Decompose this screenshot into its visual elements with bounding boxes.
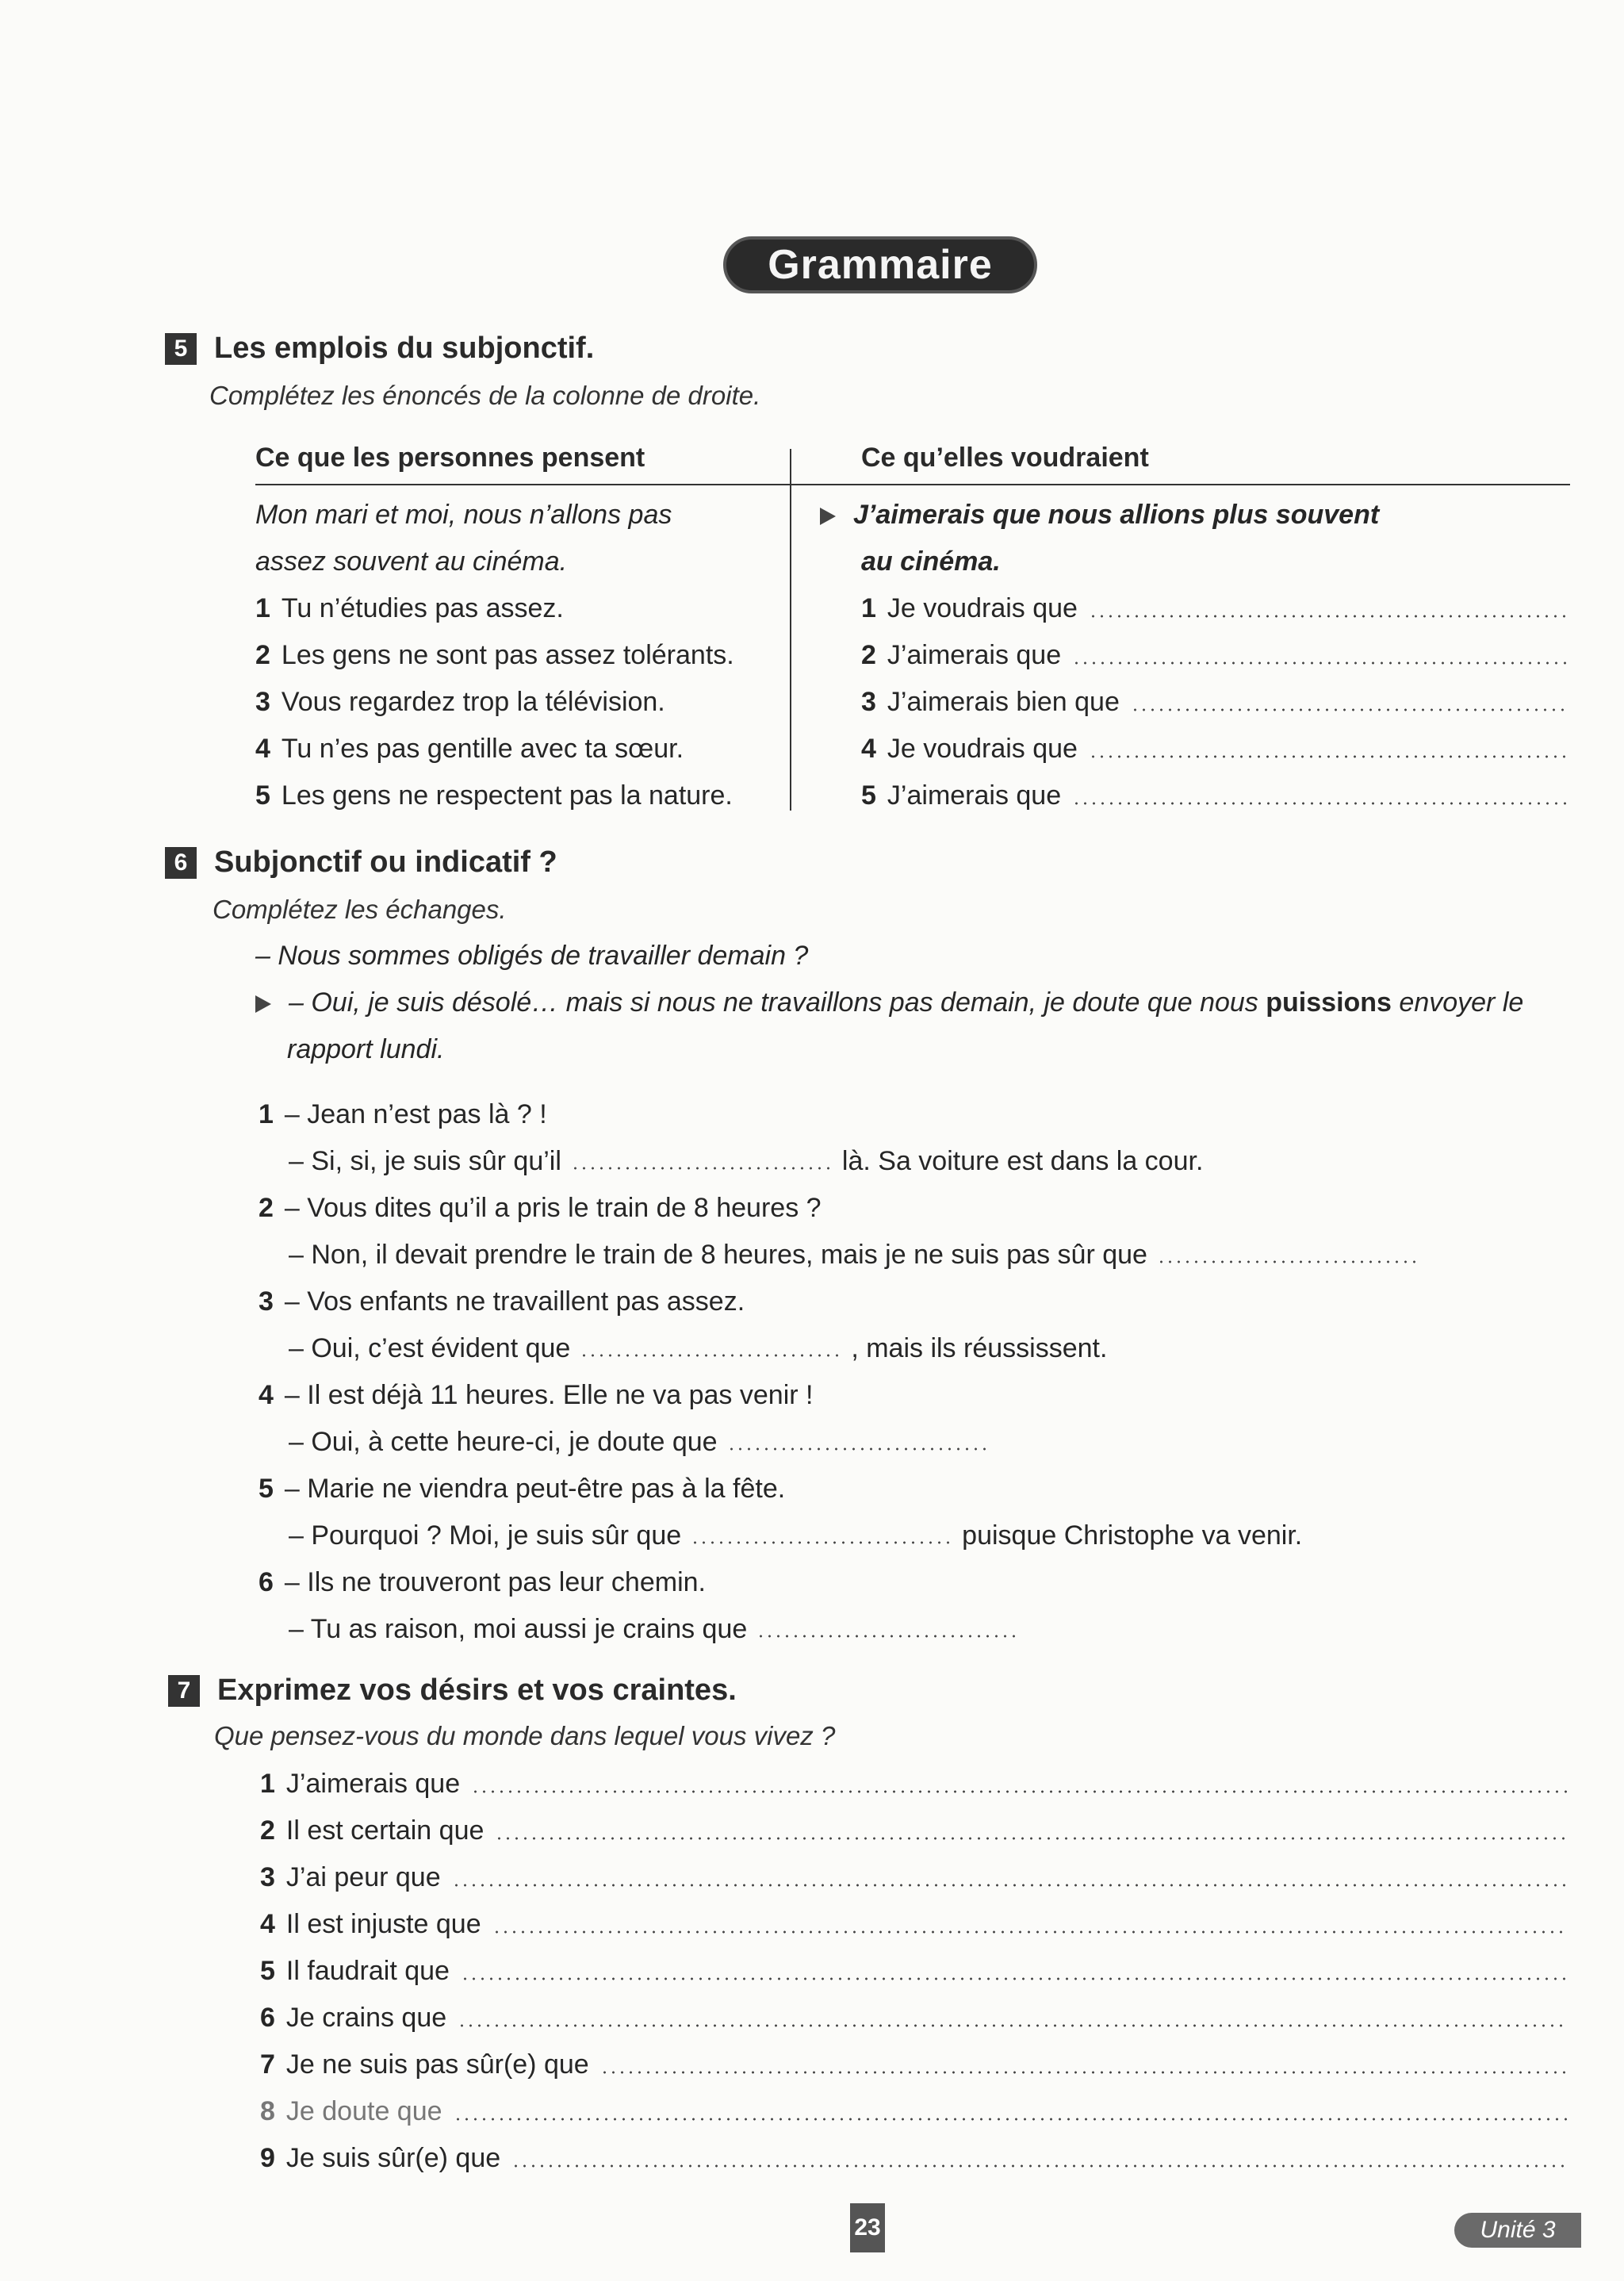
right-item	[861, 780, 1567, 811]
item-number: 5	[861, 780, 876, 811]
example-answer-highlight: puissions	[1266, 987, 1392, 1018]
item-number: 8	[260, 2096, 275, 2126]
item-text: Il est injuste que	[285, 1909, 481, 1939]
item-text: Je ne suis pas sûr(e) que	[285, 2049, 589, 2080]
left-item	[255, 734, 684, 765]
example-right-line-2: au cinéma.	[861, 546, 1001, 577]
exchange-question	[259, 1286, 745, 1317]
item-number: 5	[259, 1474, 274, 1504]
item-number: 5	[260, 1956, 275, 1986]
exchange-answer	[289, 1427, 998, 1458]
left-item	[255, 593, 564, 624]
exercise-7-heading	[168, 1673, 737, 1708]
exercise-title: Les emplois du subjonctif.	[214, 332, 595, 365]
item-number: 3	[260, 1862, 275, 1892]
item-number: 1	[259, 1099, 274, 1129]
question-text: – Vous dites qu’il a pris le train de 8 heures ?	[284, 1193, 822, 1223]
item-text: Je doute que	[285, 2096, 442, 2126]
item-number: 3	[255, 687, 270, 717]
wish-item	[260, 1769, 1568, 1800]
answer-blank[interactable]	[1072, 661, 1567, 665]
question-text: – Ils ne trouveront pas leur chemin.	[284, 1567, 706, 1597]
answer-blank[interactable]	[461, 1977, 1568, 1980]
wish-item	[260, 2003, 1568, 2034]
item-number: 4	[260, 1909, 275, 1939]
wish-item	[260, 1956, 1568, 1987]
column-header-right: Ce qu’elles voudraient	[861, 443, 1149, 473]
example-question: – Nous sommes obligés de travailler demain ?	[255, 941, 809, 971]
answer-prefix: – Si, si, je suis sûr qu’il	[289, 1146, 561, 1176]
item-number: 1	[861, 593, 876, 623]
item-number: 6	[260, 2003, 275, 2033]
item-number: 2	[259, 1193, 274, 1223]
answer-blank[interactable]	[492, 1930, 1568, 1934]
exchange-question	[259, 1567, 706, 1598]
item-number: 7	[260, 2049, 275, 2080]
item-text: J’aimerais bien que	[887, 687, 1120, 717]
example-right-text-1: J’aimerais que nous allions plus souvent	[853, 500, 1380, 530]
answer-suffix: là. Sa voiture est dans la cour.	[841, 1146, 1204, 1176]
exercise-number: 6	[165, 847, 197, 879]
item-number: 1	[260, 1769, 275, 1799]
table-header-rule	[255, 484, 1570, 485]
item-text: Tu n’étudies pas assez.	[281, 593, 564, 623]
wish-item	[260, 1909, 1568, 1940]
answer-blank[interactable]	[1089, 755, 1567, 758]
answer-blank[interactable]	[1089, 615, 1567, 618]
exchange-question	[259, 1380, 813, 1411]
page-number: 23	[850, 2203, 885, 2252]
exercise-instruction: Complétez les énoncés de la colonne de droite.	[209, 381, 761, 410]
unit-badge: Unité 3	[1454, 2213, 1581, 2248]
exercise-instruction: Complétez les échanges.	[213, 895, 507, 924]
exchange-question	[259, 1099, 547, 1130]
item-text: Vous regardez trop la télévision.	[281, 687, 665, 717]
answer-blank[interactable]	[495, 1837, 1568, 1840]
item-number: 9	[260, 2143, 275, 2173]
answer-blank[interactable]	[580, 1354, 841, 1357]
example-left-line-2: assez souvent au cinéma.	[255, 546, 568, 577]
item-text: Les gens ne sont pas assez tolérants.	[281, 640, 734, 670]
left-item	[255, 640, 734, 671]
exercise-title: Subjonctif ou indicatif ?	[214, 845, 557, 879]
exchange-answer	[289, 1520, 1302, 1551]
answer-blank[interactable]	[691, 1541, 952, 1544]
item-text: Il faudrait que	[285, 1956, 450, 1986]
example-left-line-1: Mon mari et moi, nous n’allons pas	[255, 500, 672, 530]
right-item	[861, 640, 1567, 671]
example-answer-line-1	[255, 987, 1523, 1018]
answer-blank[interactable]	[756, 1635, 1018, 1638]
example-answer-text-2: envoyer le	[1399, 987, 1524, 1018]
section-title: Grammaire	[768, 242, 993, 288]
item-text: Je voudrais que	[887, 593, 1078, 623]
item-text: Je suis sûr(e) que	[285, 2143, 501, 2173]
item-number: 3	[861, 687, 876, 717]
answer-blank[interactable]	[511, 2164, 1568, 2168]
wish-item	[260, 2096, 1568, 2127]
item-number: 3	[259, 1286, 274, 1317]
exchange-answer	[289, 1333, 1107, 1364]
item-text: Je voudrais que	[887, 734, 1078, 764]
answer-blank[interactable]	[471, 1790, 1568, 1793]
answer-prefix: – Tu as raison, moi aussi je crains que	[289, 1614, 748, 1644]
item-number: 1	[255, 593, 270, 623]
item-number: 2	[260, 1815, 275, 1846]
example-answer-line-2: rapport lundi.	[287, 1034, 445, 1064]
item-number: 2	[861, 640, 876, 670]
item-number: 4	[861, 734, 876, 764]
example-right-line-1	[820, 500, 1379, 531]
exercise-title: Exprimez vos désirs et vos craintes.	[217, 1673, 737, 1707]
answer-prefix: – Oui, à cette heure-ci, je doute que	[289, 1427, 718, 1457]
item-number: 6	[259, 1567, 274, 1597]
answer-blank[interactable]	[1131, 708, 1567, 711]
item-text: Je crains que	[285, 2003, 447, 2033]
item-text: J’aimerais que	[887, 780, 1062, 811]
answer-blank[interactable]	[452, 1884, 1568, 1887]
column-header-left: Ce que les personnes pensent	[255, 443, 645, 473]
wish-item	[260, 2049, 1568, 2080]
item-text: Il est certain que	[285, 1815, 485, 1846]
example-arrow-icon	[255, 995, 271, 1013]
item-text: Les gens ne respectent pas la nature.	[281, 780, 733, 811]
item-number: 2	[255, 640, 270, 670]
answer-blank[interactable]	[454, 2118, 1568, 2121]
exchange-answer	[289, 1146, 1203, 1177]
example-answer-text-1: – Oui, je suis désolé… mais si nous ne travaillons pas demain, je doute que nous	[289, 987, 1258, 1018]
answer-suffix: puisque Christophe va venir.	[962, 1520, 1303, 1551]
question-text: – Jean n’est pas là ? !	[284, 1099, 547, 1129]
wish-item	[260, 2143, 1568, 2174]
table-column-divider	[790, 449, 791, 811]
item-text: J’aimerais que	[887, 640, 1062, 670]
item-text: Tu n’es pas gentille avec ta sœur.	[281, 734, 684, 764]
wish-item	[260, 1862, 1568, 1893]
question-text: – Vos enfants ne travaillent pas assez.	[284, 1286, 745, 1317]
exchange-question	[259, 1193, 822, 1224]
wish-item	[260, 1815, 1568, 1846]
item-number: 5	[255, 780, 270, 811]
question-text: – Il est déjà 11 heures. Elle ne va pas venir !	[284, 1380, 814, 1410]
exercise-6-heading	[165, 845, 557, 880]
left-item	[255, 687, 665, 718]
answer-blank[interactable]	[1157, 1260, 1419, 1263]
question-text: – Marie ne viendra peut-être pas à la fête.	[284, 1474, 786, 1504]
answer-suffix: , mais ils réussissent.	[851, 1333, 1108, 1363]
answer-prefix: – Non, il devait prendre le train de 8 heures, mais je ne suis pas sûr que	[289, 1240, 1147, 1270]
exchange-question	[259, 1474, 785, 1505]
section-title-badge	[723, 236, 1037, 293]
answer-prefix: – Pourquoi ? Moi, je suis sûr que	[289, 1520, 682, 1551]
exercise-5-heading	[165, 332, 594, 366]
example-arrow-icon	[820, 508, 836, 525]
item-number: 4	[259, 1380, 274, 1410]
right-item	[861, 593, 1567, 624]
item-number: 4	[255, 734, 270, 764]
right-item	[861, 734, 1567, 765]
exchange-answer	[289, 1240, 1428, 1271]
answer-blank[interactable]	[458, 2024, 1568, 2027]
exercise-number: 7	[168, 1675, 200, 1707]
answer-blank[interactable]	[1072, 802, 1567, 805]
answer-blank[interactable]	[571, 1167, 833, 1170]
exercise-number: 5	[165, 333, 197, 365]
answer-blank[interactable]	[727, 1447, 989, 1451]
exchange-answer	[289, 1614, 1028, 1645]
answer-prefix: – Oui, c’est évident que	[289, 1333, 571, 1363]
item-text: J’aimerais que	[285, 1769, 461, 1799]
left-item	[255, 780, 733, 811]
right-item	[861, 687, 1567, 718]
exercise-instruction: Que pensez-vous du monde dans lequel vous vivez ?	[214, 1721, 836, 1750]
answer-blank[interactable]	[600, 2071, 1568, 2074]
item-text: J’ai peur que	[285, 1862, 441, 1892]
